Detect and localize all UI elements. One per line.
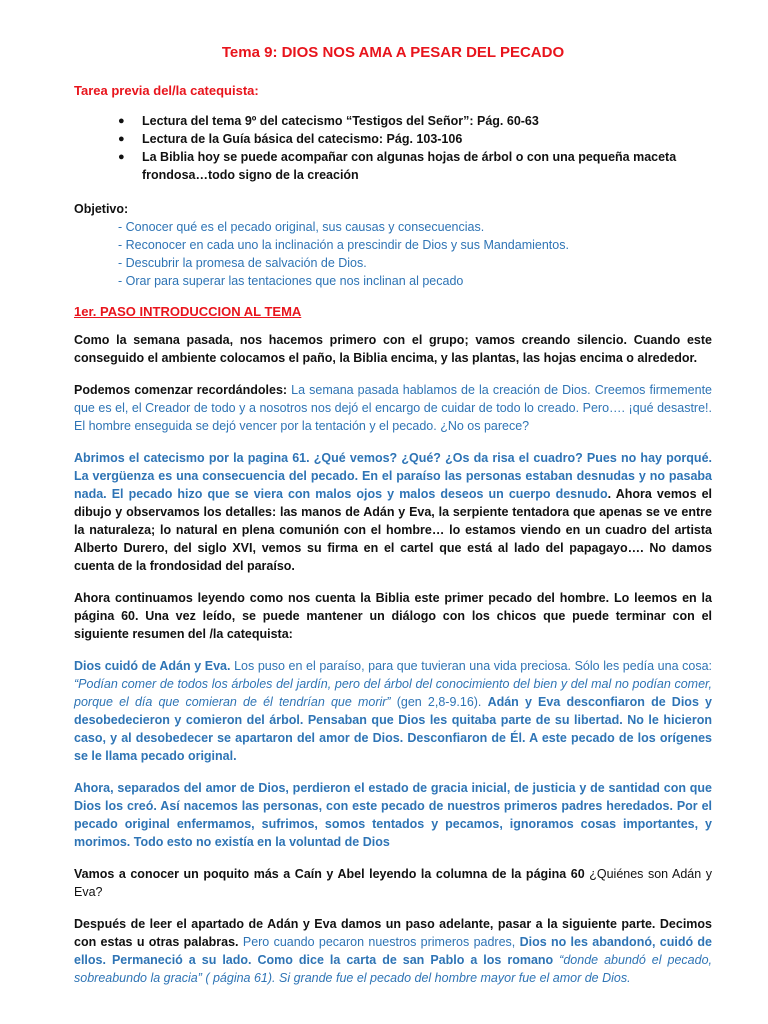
paragraph-next-step: Después de leer el apartado de Adán y Eva damos un paso adelante, pasar a la siguiente parte. Decimos con estas u otras palabras. Pero cuando pecaron nuestros primeros padres, Dios no les abandonó, cuidó de ellos. Permaneció a su lado. Como dice la carta de san Pablo a los romano “donde abundó el pecado, sobreabundo la gracia” ( página 61). Si grande fue el pecado del hombre mayor fue el amor de Dios. bbox=[74, 917, 712, 985]
list-item: ● Lectura de la Guía básica del catecismo: Pág. 103-106 bbox=[118, 132, 463, 146]
paragraph-cain-abel: Vamos a conocer un poquito más a Caín y Abel leyendo la columna de la página 60 ¿Quiénes son Adán y Eva? bbox=[74, 867, 712, 899]
prep-heading: Tarea previa del/la catequista: bbox=[74, 83, 259, 98]
paragraph-summary: Dios cuidó de Adán y Eva. Los puso en el paraíso, para que tuvieran una vida preciosa. Sólo les pedía una cosa: “Podían comer de todos los árboles del jardín, pero del árbol del conocimiento del bien y del mal no podían comer, porque el día que comieran de él tendrían que morir” (gen 2,8-9.16). Adán y Eva desconfiaron de Dios y desobedecieron y comieron del árbol. Pensaban que Dios les quitaba parte de su libertad. No le hicieron caso, y al desobedecer se apartaron del amor de Dios. Desconfiaron de Él. A este pecado de los orígenes se le llama pecado original. bbox=[74, 659, 713, 763]
bullet-icon: ● bbox=[118, 133, 125, 145]
bullet-icon: ● bbox=[118, 151, 125, 163]
list-item: ● Lectura del tema 9º del catecismo “Testigos del Señor”: Pág. 60-63 bbox=[118, 114, 539, 128]
section-heading: 1er. PASO INTRODUCCION AL TEMA bbox=[74, 304, 302, 319]
page-title: Tema 9: DIOS NOS AMA A PESAR DEL PECADO bbox=[221, 44, 565, 61]
paragraph-consequences: Ahora, separados del amor de Dios, perdieron el estado de gracia inicial, de justicia y de santidad con que Dios los creó. Así nacemos las personas, con este pecado de nuestros primeros padres heredados. Por el pecado original enfermamos, sufrimos, somos tentados y pecamos, ignoramos cosas importantes, y morimos. Todo esto no existía en la voluntad de Dios bbox=[74, 781, 712, 849]
list-item: - Reconocer en cada uno la inclinación a prescindir de Dios y sus Mandamientos. bbox=[118, 238, 569, 252]
paragraph-recall: Podemos comenzar recordándoles: La semana pasada hablamos de la creación de Dios. Creemos firmemente que es el, el Creador de todo y a nosotros nos dejó el encargo de cuidar de todo lo creado. Pero…. ¡qué desastre!. El hombre enseguida se dejó vencer por la tentación y el pecado. ¿No os parece? bbox=[74, 383, 712, 433]
objective-list bbox=[74, 218, 712, 290]
paragraph-intro: Como la semana pasada, nos hacemos primero con el grupo; vamos creando silencio. Cuando este conseguido el ambiente colocamos el paño, la Biblia encima, y las plantas, las hojas encima o alrededor. bbox=[74, 333, 712, 365]
objective-heading: Objetivo: bbox=[74, 202, 129, 216]
reading-list bbox=[74, 112, 712, 184]
list-item: - Conocer qué es el pecado original, sus causas y consecuencias. bbox=[118, 220, 485, 234]
list-item: ● La Biblia hoy se puede acompañar con algunas hojas de árbol o con una pequeña maceta frondosa…todo signo de la creación bbox=[118, 150, 677, 182]
bullet-icon: ● bbox=[118, 115, 125, 127]
list-item: - Orar para superar las tentaciones que nos inclinan al pecado bbox=[118, 274, 464, 288]
paragraph-bible-reading: Ahora continuamos leyendo como nos cuenta la Biblia este primer pecado del hombre. Lo leemos en la página 60. Una vez leído, se puede mantener un diálogo con los chicos que puede terminar con el siguiente resumen del /la catequista: bbox=[74, 591, 712, 641]
paragraph-catechism: Abrimos el catecismo por la pagina 61. ¿Qué vemos? ¿Qué? ¿Os da risa el cuadro? Pues no hay porqué. La vergüenza es una consecuencia del pecado. En el paraíso las personas estaban desnudas y no pasaba nada. El pecado hizo que se viera con malos ojos y malos deseos un cuerpo desnudo. Ahora vemos el dibujo y observamos los detalles: las manos de Adán y Eva, la serpiente tentadora que apenas se ve entre la naturaleza; lo natural en plena comunión con el hombre… lo estamos viendo en un cuadro del artista Alberto Durero, del siglo XVI, vemos su firma en el cartel que está al lado del papagayo…. No damos cuenta de la frondosidad del paraíso. bbox=[74, 451, 713, 573]
list-item: - Descubrir la promesa de salvación de Dios. bbox=[118, 256, 367, 270]
